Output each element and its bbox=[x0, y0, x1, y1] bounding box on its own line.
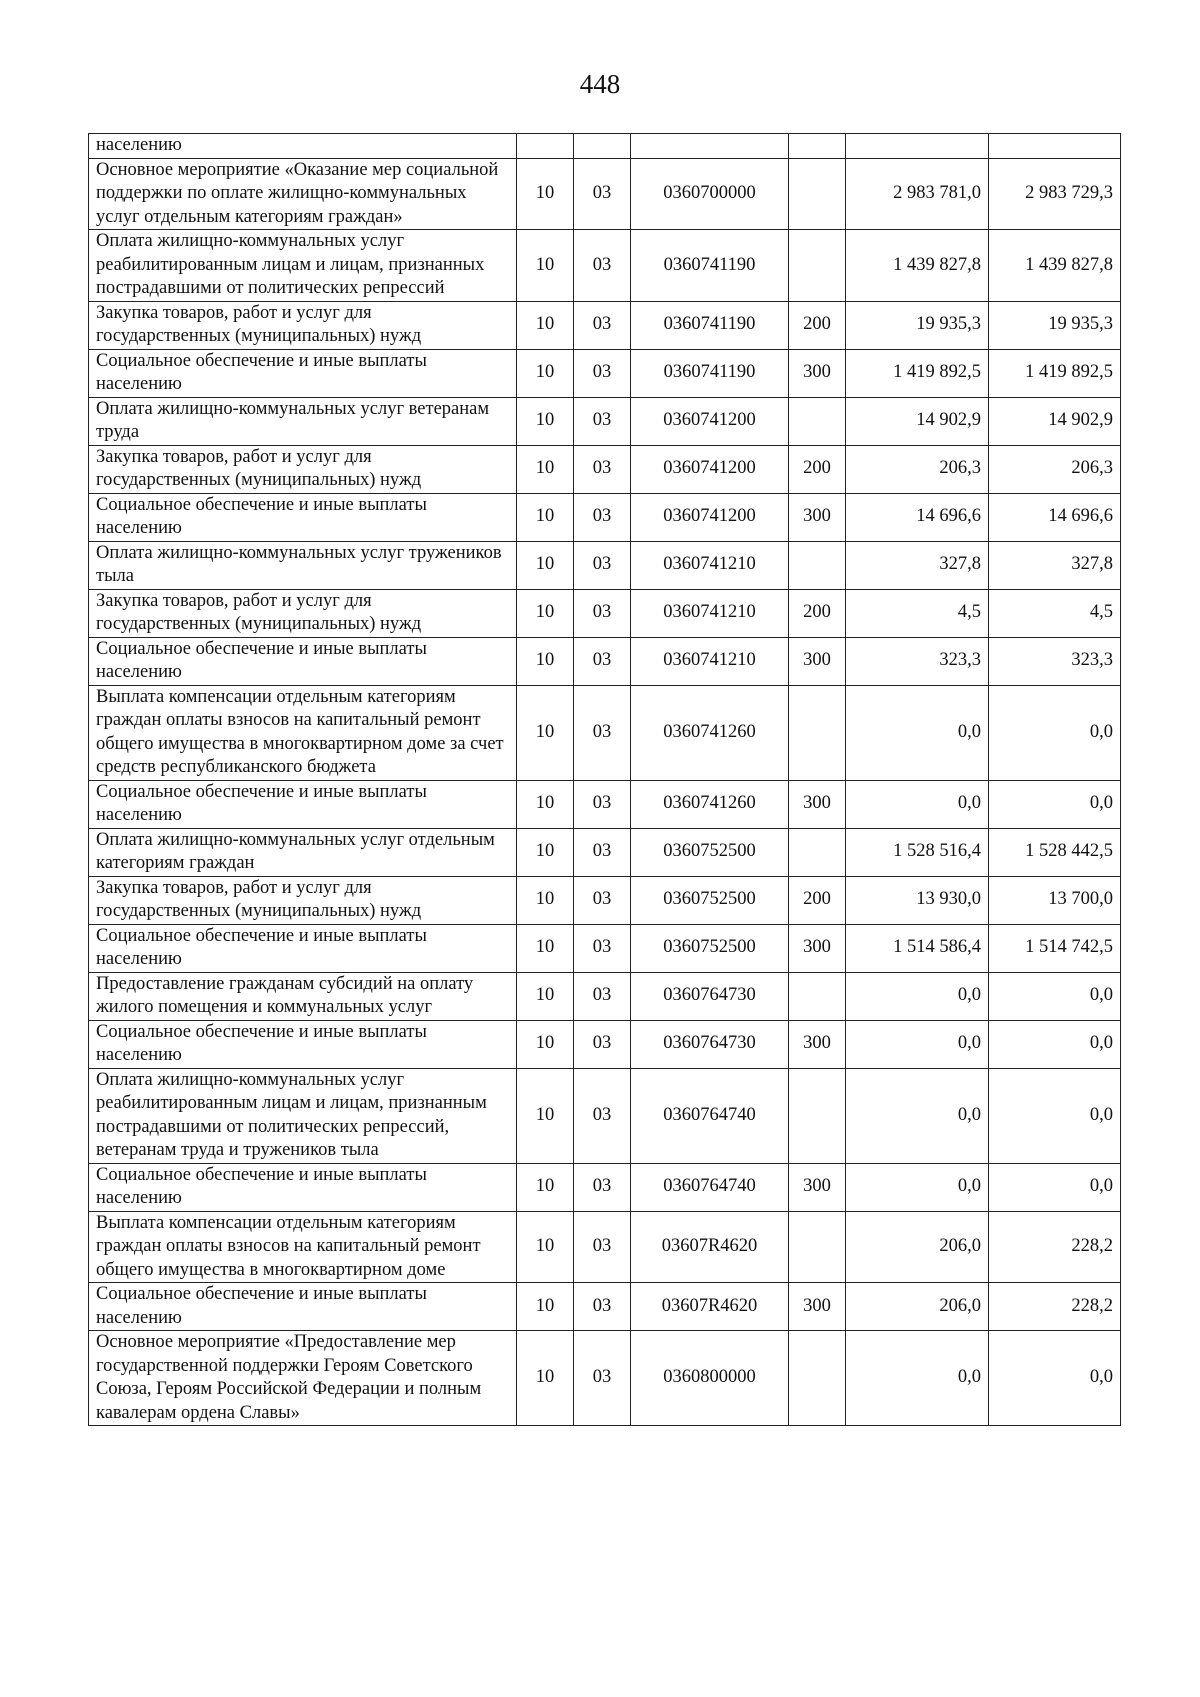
row-subsection: 03 bbox=[574, 1068, 631, 1163]
row-amount-1: 1 439 827,8 bbox=[846, 230, 989, 302]
row-subsection: 03 bbox=[574, 1020, 631, 1068]
row-target-code: 0360741200 bbox=[631, 445, 789, 493]
row-subsection: 03 bbox=[574, 637, 631, 685]
table-row bbox=[89, 397, 1121, 445]
row-expense-type: 300 bbox=[789, 349, 846, 397]
row-section: 10 bbox=[517, 1211, 574, 1283]
row-name: Социальное обеспечение и иные выплаты населению bbox=[89, 349, 517, 397]
table-row bbox=[89, 1163, 1121, 1211]
row-amount-2: 2 983 729,3 bbox=[989, 158, 1121, 230]
row-section: 10 bbox=[517, 1331, 574, 1426]
table-row bbox=[89, 1211, 1121, 1283]
table-row bbox=[89, 1020, 1121, 1068]
row-expense-type bbox=[789, 134, 846, 159]
row-section: 10 bbox=[517, 493, 574, 541]
row-section: 10 bbox=[517, 158, 574, 230]
row-name: Социальное обеспечение и иные выплаты населению bbox=[89, 1283, 517, 1331]
row-amount-1: 0,0 bbox=[846, 685, 989, 780]
row-target-code: 0360741260 bbox=[631, 780, 789, 828]
row-subsection: 03 bbox=[574, 1211, 631, 1283]
row-name: Социальное обеспечение и иные выплаты населению bbox=[89, 1020, 517, 1068]
row-amount-2: 228,2 bbox=[989, 1211, 1121, 1283]
table-row bbox=[89, 134, 1121, 159]
row-section: 10 bbox=[517, 1283, 574, 1331]
row-amount-2: 0,0 bbox=[989, 685, 1121, 780]
row-expense-type: 200 bbox=[789, 301, 846, 349]
row-expense-type: 200 bbox=[789, 589, 846, 637]
row-target-code: 0360764730 bbox=[631, 1020, 789, 1068]
row-amount-1: 1 528 516,4 bbox=[846, 828, 989, 876]
row-amount-1: 0,0 bbox=[846, 1163, 989, 1211]
table-row bbox=[89, 1068, 1121, 1163]
row-name: Оплата жилищно-коммунальных услуг ветеранам труда bbox=[89, 397, 517, 445]
row-section: 10 bbox=[517, 349, 574, 397]
row-target-code: 0360764740 bbox=[631, 1068, 789, 1163]
row-expense-type: 300 bbox=[789, 1163, 846, 1211]
row-amount-2: 327,8 bbox=[989, 541, 1121, 589]
row-name: населению bbox=[89, 134, 517, 159]
row-subsection: 03 bbox=[574, 541, 631, 589]
row-expense-type bbox=[789, 158, 846, 230]
row-target-code: 0360800000 bbox=[631, 1331, 789, 1426]
row-target-code: 0360741200 bbox=[631, 397, 789, 445]
row-amount-1: 19 935,3 bbox=[846, 301, 989, 349]
row-name: Закупка товаров, работ и услуг для государственных (муниципальных) нужд bbox=[89, 445, 517, 493]
row-subsection: 03 bbox=[574, 445, 631, 493]
table-body bbox=[89, 134, 1121, 1426]
row-amount-1: 327,8 bbox=[846, 541, 989, 589]
row-amount-2: 19 935,3 bbox=[989, 301, 1121, 349]
row-amount-1: 206,3 bbox=[846, 445, 989, 493]
row-section: 10 bbox=[517, 924, 574, 972]
row-subsection: 03 bbox=[574, 876, 631, 924]
row-amount-2: 0,0 bbox=[989, 1020, 1121, 1068]
row-name: Предоставление гражданам субсидий на оплату жилого помещения и коммунальных услуг bbox=[89, 972, 517, 1020]
row-amount-2: 1 419 892,5 bbox=[989, 349, 1121, 397]
row-expense-type bbox=[789, 230, 846, 302]
table-row bbox=[89, 541, 1121, 589]
row-subsection: 03 bbox=[574, 924, 631, 972]
row-section: 10 bbox=[517, 828, 574, 876]
row-expense-type: 300 bbox=[789, 493, 846, 541]
row-target-code: 0360700000 bbox=[631, 158, 789, 230]
row-section: 10 bbox=[517, 230, 574, 302]
row-section: 10 bbox=[517, 445, 574, 493]
row-expense-type bbox=[789, 1211, 846, 1283]
row-section: 10 bbox=[517, 589, 574, 637]
row-target-code: 0360741190 bbox=[631, 301, 789, 349]
row-target-code: 0360752500 bbox=[631, 924, 789, 972]
row-name: Закупка товаров, работ и услуг для государственных (муниципальных) нужд bbox=[89, 589, 517, 637]
table-row bbox=[89, 1331, 1121, 1426]
budget-table bbox=[88, 133, 1121, 1426]
row-section: 10 bbox=[517, 1163, 574, 1211]
row-expense-type: 300 bbox=[789, 637, 846, 685]
row-expense-type: 200 bbox=[789, 876, 846, 924]
row-expense-type bbox=[789, 541, 846, 589]
row-target-code: 03607R4620 bbox=[631, 1211, 789, 1283]
row-target-code: 0360741210 bbox=[631, 541, 789, 589]
row-amount-2: 0,0 bbox=[989, 780, 1121, 828]
row-name: Социальное обеспечение и иные выплаты населению bbox=[89, 1163, 517, 1211]
row-subsection: 03 bbox=[574, 1163, 631, 1211]
row-amount-2: 1 528 442,5 bbox=[989, 828, 1121, 876]
row-amount-2: 228,2 bbox=[989, 1283, 1121, 1331]
row-section bbox=[517, 134, 574, 159]
row-amount-2: 4,5 bbox=[989, 589, 1121, 637]
row-name: Основное мероприятие «Оказание мер социальной поддержки по оплате жилищно-коммунальных услуг отдельным категориям граждан» bbox=[89, 158, 517, 230]
row-target-code: 0360741260 bbox=[631, 685, 789, 780]
row-expense-type bbox=[789, 1068, 846, 1163]
row-subsection: 03 bbox=[574, 589, 631, 637]
row-target-code: 0360741210 bbox=[631, 589, 789, 637]
table-row bbox=[89, 589, 1121, 637]
row-expense-type bbox=[789, 1331, 846, 1426]
row-subsection: 03 bbox=[574, 972, 631, 1020]
table-row bbox=[89, 828, 1121, 876]
row-expense-type: 300 bbox=[789, 924, 846, 972]
row-subsection: 03 bbox=[574, 158, 631, 230]
row-section: 10 bbox=[517, 685, 574, 780]
row-name: Основное мероприятие «Предоставление мер государственной поддержки Героям Советского Союза, Героям Российской Федерации и полным кавалерам ордена Славы» bbox=[89, 1331, 517, 1426]
row-section: 10 bbox=[517, 637, 574, 685]
table-row bbox=[89, 924, 1121, 972]
row-expense-type: 200 bbox=[789, 445, 846, 493]
row-name: Оплата жилищно-коммунальных услуг реабилитированным лицам и лицам, признанным пострадавшими от политических репрессий, ветеранам труда и тружеников тыла bbox=[89, 1068, 517, 1163]
row-name: Оплата жилищно-коммунальных услуг отдельным категориям граждан bbox=[89, 828, 517, 876]
table-row bbox=[89, 972, 1121, 1020]
row-target-code: 0360741210 bbox=[631, 637, 789, 685]
row-amount-1: 323,3 bbox=[846, 637, 989, 685]
row-subsection: 03 bbox=[574, 493, 631, 541]
row-subsection: 03 bbox=[574, 1331, 631, 1426]
row-amount-2: 13 700,0 bbox=[989, 876, 1121, 924]
row-target-code: 0360741200 bbox=[631, 493, 789, 541]
row-amount-2: 323,3 bbox=[989, 637, 1121, 685]
row-subsection: 03 bbox=[574, 230, 631, 302]
row-subsection: 03 bbox=[574, 349, 631, 397]
row-amount-2: 0,0 bbox=[989, 1068, 1121, 1163]
table-row bbox=[89, 685, 1121, 780]
row-amount-1: 0,0 bbox=[846, 780, 989, 828]
table-row bbox=[89, 1283, 1121, 1331]
row-expense-type bbox=[789, 685, 846, 780]
table-row bbox=[89, 230, 1121, 302]
table-row bbox=[89, 445, 1121, 493]
row-subsection: 03 bbox=[574, 780, 631, 828]
row-subsection: 03 bbox=[574, 828, 631, 876]
row-amount-2: 14 696,6 bbox=[989, 493, 1121, 541]
row-amount-1: 2 983 781,0 bbox=[846, 158, 989, 230]
row-expense-type bbox=[789, 828, 846, 876]
row-section: 10 bbox=[517, 541, 574, 589]
table-row bbox=[89, 493, 1121, 541]
row-subsection: 03 bbox=[574, 1283, 631, 1331]
row-target-code: 0360752500 bbox=[631, 876, 789, 924]
row-section: 10 bbox=[517, 780, 574, 828]
row-name: Оплата жилищно-коммунальных услуг реабилитированным лицам и лицам, признанных пострадавшими от политических репрессий bbox=[89, 230, 517, 302]
row-name: Закупка товаров, работ и услуг для государственных (муниципальных) нужд bbox=[89, 301, 517, 349]
page-number: 448 bbox=[579, 69, 621, 99]
row-name: Социальное обеспечение и иные выплаты населению bbox=[89, 780, 517, 828]
row-name: Оплата жилищно-коммунальных услуг тружеников тыла bbox=[89, 541, 517, 589]
row-subsection: 03 bbox=[574, 301, 631, 349]
row-target-code: 0360764740 bbox=[631, 1163, 789, 1211]
row-section: 10 bbox=[517, 397, 574, 445]
row-expense-type: 300 bbox=[789, 780, 846, 828]
row-section: 10 bbox=[517, 972, 574, 1020]
row-amount-2: 0,0 bbox=[989, 1163, 1121, 1211]
row-name: Социальное обеспечение и иные выплаты населению bbox=[89, 924, 517, 972]
row-amount-1: 0,0 bbox=[846, 1331, 989, 1426]
table-row bbox=[89, 780, 1121, 828]
row-amount-2: 0,0 bbox=[989, 972, 1121, 1020]
row-amount-1 bbox=[846, 134, 989, 159]
row-amount-1: 14 696,6 bbox=[846, 493, 989, 541]
row-amount-2: 1 514 742,5 bbox=[989, 924, 1121, 972]
row-amount-2: 0,0 bbox=[989, 1331, 1121, 1426]
row-subsection bbox=[574, 134, 631, 159]
row-amount-1: 4,5 bbox=[846, 589, 989, 637]
row-section: 10 bbox=[517, 1020, 574, 1068]
row-target-code: 0360741190 bbox=[631, 349, 789, 397]
table-row bbox=[89, 158, 1121, 230]
row-amount-1: 0,0 bbox=[846, 1020, 989, 1068]
row-amount-2 bbox=[989, 134, 1121, 159]
row-amount-1: 206,0 bbox=[846, 1211, 989, 1283]
table-row bbox=[89, 637, 1121, 685]
row-amount-1: 13 930,0 bbox=[846, 876, 989, 924]
table-row bbox=[89, 301, 1121, 349]
row-section: 10 bbox=[517, 301, 574, 349]
row-target-code: 0360752500 bbox=[631, 828, 789, 876]
row-amount-1: 206,0 bbox=[846, 1283, 989, 1331]
row-name: Социальное обеспечение и иные выплаты населению bbox=[89, 493, 517, 541]
row-subsection: 03 bbox=[574, 685, 631, 780]
row-target-code: 0360764730 bbox=[631, 972, 789, 1020]
table-row bbox=[89, 876, 1121, 924]
row-name: Выплата компенсации отдельным категориям граждан оплаты взносов на капитальный ремонт общего имущества в многоквартирном доме за счет средств республиканского бюджета bbox=[89, 685, 517, 780]
row-expense-type bbox=[789, 397, 846, 445]
row-name: Закупка товаров, работ и услуг для государственных (муниципальных) нужд bbox=[89, 876, 517, 924]
row-name: Выплата компенсации отдельным категориям граждан оплаты взносов на капитальный ремонт общего имущества в многоквартирном доме bbox=[89, 1211, 517, 1283]
row-subsection: 03 bbox=[574, 397, 631, 445]
row-name: Социальное обеспечение и иные выплаты населению bbox=[89, 637, 517, 685]
row-amount-2: 14 902,9 bbox=[989, 397, 1121, 445]
row-target-code: 0360741190 bbox=[631, 230, 789, 302]
row-amount-2: 206,3 bbox=[989, 445, 1121, 493]
row-expense-type bbox=[789, 972, 846, 1020]
row-amount-1: 0,0 bbox=[846, 1068, 989, 1163]
row-section: 10 bbox=[517, 876, 574, 924]
row-amount-2: 1 439 827,8 bbox=[989, 230, 1121, 302]
row-target-code bbox=[631, 134, 789, 159]
row-amount-1: 1 514 586,4 bbox=[846, 924, 989, 972]
row-amount-1: 1 419 892,5 bbox=[846, 349, 989, 397]
row-amount-1: 14 902,9 bbox=[846, 397, 989, 445]
row-expense-type: 300 bbox=[789, 1020, 846, 1068]
row-amount-1: 0,0 bbox=[846, 972, 989, 1020]
row-target-code: 03607R4620 bbox=[631, 1283, 789, 1331]
row-expense-type: 300 bbox=[789, 1283, 846, 1331]
row-section: 10 bbox=[517, 1068, 574, 1163]
table-row bbox=[89, 349, 1121, 397]
